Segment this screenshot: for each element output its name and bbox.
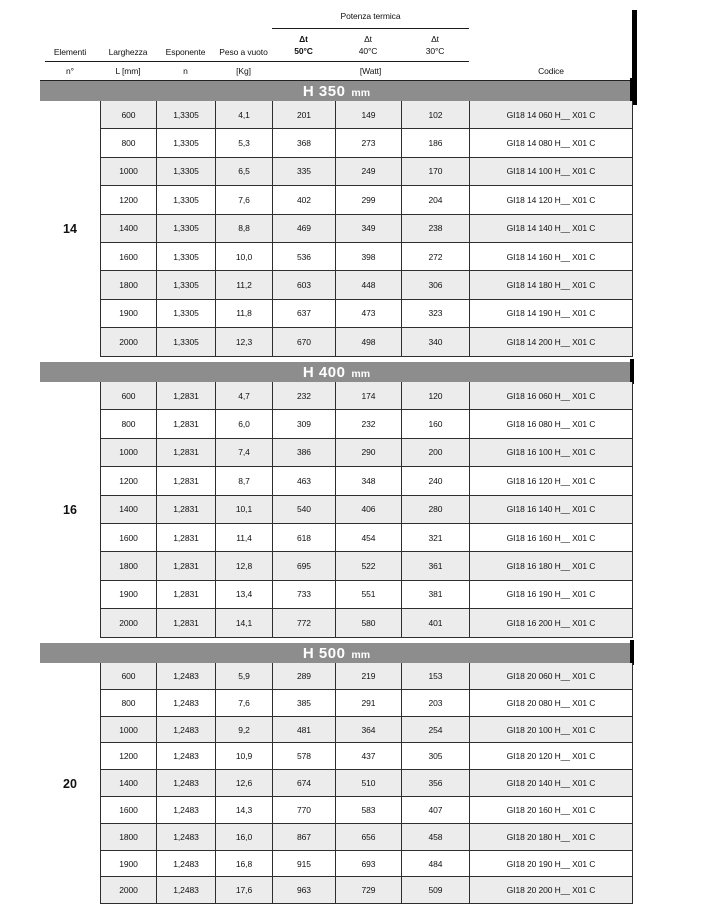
cell-codice: GI18 14 160 H__ X01 C — [469, 243, 633, 270]
cell-dt50: 201 — [272, 101, 335, 128]
cell-esponente: 1,2831 — [156, 552, 215, 579]
table-row — [100, 877, 633, 904]
cell-peso: 8,7 — [215, 467, 272, 494]
section-title: H 350 — [302, 82, 346, 100]
cell-dt40: 232 — [335, 410, 401, 437]
cell-dt40: 273 — [335, 129, 401, 156]
cell-dt50: 915 — [272, 851, 335, 877]
cell-codice: GI18 16 200 H__ X01 C — [469, 609, 633, 636]
section-title: H 500 — [302, 644, 346, 662]
cell-dt50: 733 — [272, 581, 335, 608]
cell-dt40: 473 — [335, 300, 401, 327]
table-row — [100, 552, 633, 580]
cell-dt30: 153 — [401, 663, 469, 689]
column-header-dt30-temp: 30°C — [425, 46, 445, 56]
cell-dt50: 578 — [272, 743, 335, 769]
cell-dt40: 522 — [335, 552, 401, 579]
unit-peso: [Kg] — [236, 66, 251, 76]
table-row — [100, 382, 633, 410]
table-row — [100, 851, 633, 878]
cell-dt40: 580 — [335, 609, 401, 636]
cell-dt30: 160 — [401, 410, 469, 437]
cell-esponente: 1,2483 — [156, 851, 215, 877]
cell-esponente: 1,2483 — [156, 717, 215, 743]
cell-peso: 5,9 — [215, 663, 272, 689]
cell-dt40: 291 — [335, 690, 401, 716]
cell-codice: GI18 20 060 H__ X01 C — [469, 663, 633, 689]
column-header-elementi: Elementi — [53, 47, 87, 57]
cell-peso: 7,6 — [215, 690, 272, 716]
cell-dt50: 867 — [272, 824, 335, 850]
cell-dt30: 186 — [401, 129, 469, 156]
cell-dt50: 618 — [272, 524, 335, 551]
cell-dt40: 406 — [335, 496, 401, 523]
cell-esponente: 1,3305 — [156, 158, 215, 185]
table-row — [100, 824, 633, 851]
section-bar-right-rule — [630, 78, 635, 103]
cell-dt30: 170 — [401, 158, 469, 185]
cell-dt50: 540 — [272, 496, 335, 523]
cell-peso: 10,9 — [215, 743, 272, 769]
cell-dt40: 510 — [335, 770, 401, 796]
cell-larghezza: 1600 — [100, 243, 156, 270]
cell-esponente: 1,2483 — [156, 663, 215, 689]
cell-larghezza: 2000 — [100, 877, 156, 903]
cell-dt40: 149 — [335, 101, 401, 128]
section-bar-right-rule — [630, 640, 635, 665]
cell-larghezza: 1000 — [100, 717, 156, 743]
cell-dt40: 551 — [335, 581, 401, 608]
cell-dt40: 693 — [335, 851, 401, 877]
table-row — [100, 328, 633, 356]
cell-larghezza: 1400 — [100, 770, 156, 796]
cell-larghezza: 800 — [100, 690, 156, 716]
table-row — [100, 410, 633, 438]
cell-peso: 10,0 — [215, 243, 272, 270]
cell-codice: GI18 16 160 H__ X01 C — [469, 524, 633, 551]
header-units-separator-line — [45, 61, 469, 62]
cell-codice: GI18 14 100 H__ X01 C — [469, 158, 633, 185]
section-title: H 400 — [302, 363, 346, 381]
cell-codice: GI18 16 060 H__ X01 C — [469, 382, 633, 409]
cell-larghezza: 600 — [100, 382, 156, 409]
cell-dt50: 232 — [272, 382, 335, 409]
cell-dt40: 398 — [335, 243, 401, 270]
cell-codice: GI18 14 060 H__ X01 C — [469, 101, 633, 128]
cell-dt40: 348 — [335, 467, 401, 494]
cell-dt30: 484 — [401, 851, 469, 877]
cell-dt50: 637 — [272, 300, 335, 327]
section-h-350 — [40, 80, 633, 357]
cell-dt30: 203 — [401, 690, 469, 716]
cell-codice: GI18 16 080 H__ X01 C — [469, 410, 633, 437]
cell-peso: 17,6 — [215, 877, 272, 903]
cell-dt30: 458 — [401, 824, 469, 850]
cell-esponente: 1,2483 — [156, 824, 215, 850]
cell-esponente: 1,2831 — [156, 581, 215, 608]
cell-peso: 9,2 — [215, 717, 272, 743]
cell-dt30: 305 — [401, 743, 469, 769]
cell-dt50: 603 — [272, 271, 335, 298]
section-h-400 — [40, 362, 633, 638]
cell-dt40: 448 — [335, 271, 401, 298]
section-rows — [63, 663, 633, 904]
cell-dt30: 321 — [401, 524, 469, 551]
table-row — [100, 243, 633, 271]
unit-elementi: n° — [66, 66, 74, 76]
cell-dt50: 469 — [272, 215, 335, 242]
cell-dt30: 509 — [401, 877, 469, 903]
cell-esponente: 1,2831 — [156, 467, 215, 494]
cell-dt40: 583 — [335, 797, 401, 823]
table-row — [100, 663, 633, 690]
cell-peso: 8,8 — [215, 215, 272, 242]
cell-larghezza: 2000 — [100, 609, 156, 636]
cell-larghezza: 600 — [100, 663, 156, 689]
cell-dt30: 204 — [401, 186, 469, 213]
section-title-unit: mm — [351, 367, 371, 380]
cell-peso: 5,3 — [215, 129, 272, 156]
table-row — [100, 496, 633, 524]
cell-dt30: 340 — [401, 328, 469, 355]
cell-esponente: 1,2831 — [156, 382, 215, 409]
cell-esponente: 1,3305 — [156, 215, 215, 242]
cell-codice: GI18 20 180 H__ X01 C — [469, 824, 633, 850]
element-count: 16 — [63, 502, 77, 517]
table-header — [40, 5, 633, 80]
section-rows — [63, 101, 633, 357]
cell-esponente: 1,3305 — [156, 186, 215, 213]
radiator-spec-table — [40, 5, 633, 904]
table-row — [100, 129, 633, 157]
cell-larghezza: 1200 — [100, 743, 156, 769]
cell-larghezza: 1600 — [100, 524, 156, 551]
cell-dt50: 674 — [272, 770, 335, 796]
table-row — [100, 467, 633, 495]
cell-esponente: 1,2831 — [156, 609, 215, 636]
cell-dt50: 368 — [272, 129, 335, 156]
cell-dt30: 356 — [401, 770, 469, 796]
cell-dt30: 401 — [401, 609, 469, 636]
cell-esponente: 1,2483 — [156, 743, 215, 769]
section-header-bar — [40, 80, 633, 101]
column-header-dt50-temp: 50°C — [294, 46, 313, 56]
cell-dt40: 364 — [335, 717, 401, 743]
column-header-codice: Codice — [538, 66, 564, 76]
section-bar-right-rule — [630, 359, 635, 384]
section-title-unit: mm — [351, 648, 371, 661]
cell-larghezza: 2000 — [100, 328, 156, 355]
cell-esponente: 1,3305 — [156, 243, 215, 270]
cell-larghezza: 600 — [100, 101, 156, 128]
cell-dt30: 238 — [401, 215, 469, 242]
cell-larghezza: 1800 — [100, 271, 156, 298]
cell-dt50: 335 — [272, 158, 335, 185]
cell-dt50: 463 — [272, 467, 335, 494]
sections — [40, 80, 633, 904]
cell-larghezza: 1400 — [100, 496, 156, 523]
cell-dt50: 670 — [272, 328, 335, 355]
unit-watt: [Watt] — [359, 66, 382, 76]
cell-dt30: 240 — [401, 467, 469, 494]
cell-dt40: 729 — [335, 877, 401, 903]
cell-codice: GI18 14 080 H__ X01 C — [469, 129, 633, 156]
cell-peso: 14,1 — [215, 609, 272, 636]
cell-peso: 12,3 — [215, 328, 272, 355]
table-row — [100, 439, 633, 467]
cell-dt40: 437 — [335, 743, 401, 769]
cell-esponente: 1,2483 — [156, 690, 215, 716]
cell-codice: GI18 20 140 H__ X01 C — [469, 770, 633, 796]
table-row — [100, 797, 633, 824]
cell-esponente: 1,2831 — [156, 524, 215, 551]
cell-peso: 12,8 — [215, 552, 272, 579]
cell-larghezza: 800 — [100, 129, 156, 156]
section-title-unit: mm — [351, 86, 371, 99]
cell-peso: 6,5 — [215, 158, 272, 185]
cell-codice: GI18 16 180 H__ X01 C — [469, 552, 633, 579]
cell-dt30: 323 — [401, 300, 469, 327]
table-row — [100, 717, 633, 744]
table-row — [100, 690, 633, 717]
cell-peso: 7,4 — [215, 439, 272, 466]
cell-larghezza: 800 — [100, 410, 156, 437]
table-row — [100, 101, 633, 129]
cell-dt50: 309 — [272, 410, 335, 437]
cell-codice: GI18 16 120 H__ X01 C — [469, 467, 633, 494]
cell-esponente: 1,2831 — [156, 439, 215, 466]
cell-codice: GI18 20 190 H__ X01 C — [469, 851, 633, 877]
table-row — [100, 609, 633, 637]
cell-esponente: 1,3305 — [156, 101, 215, 128]
cell-esponente: 1,2483 — [156, 770, 215, 796]
cell-dt30: 306 — [401, 271, 469, 298]
column-header-dt30-delta: Δt — [431, 34, 439, 44]
cell-dt30: 200 — [401, 439, 469, 466]
cell-larghezza: 1800 — [100, 824, 156, 850]
cell-esponente: 1,2483 — [156, 797, 215, 823]
cell-larghezza: 1200 — [100, 186, 156, 213]
unit-larghezza: L [mm] — [115, 66, 141, 76]
cell-esponente: 1,3305 — [156, 129, 215, 156]
cell-larghezza: 1000 — [100, 158, 156, 185]
cell-dt50: 385 — [272, 690, 335, 716]
cell-larghezza: 1400 — [100, 215, 156, 242]
column-header-larghezza: Larghezza — [108, 47, 148, 57]
column-header-dt50-delta: Δt — [299, 34, 308, 44]
column-header-dt40-delta: Δt — [364, 34, 372, 44]
table-row — [100, 581, 633, 609]
cell-peso: 12,6 — [215, 770, 272, 796]
table-row — [100, 186, 633, 214]
table-row — [100, 524, 633, 552]
table-row — [100, 158, 633, 186]
cell-peso: 13,4 — [215, 581, 272, 608]
section-header-bar — [40, 643, 633, 663]
cell-esponente: 1,3305 — [156, 271, 215, 298]
cell-esponente: 1,2831 — [156, 496, 215, 523]
cell-peso: 16,8 — [215, 851, 272, 877]
unit-esponente: n — [183, 66, 188, 76]
column-header-peso: Peso a vuoto — [219, 47, 268, 57]
table-row — [100, 743, 633, 770]
cell-dt50: 695 — [272, 552, 335, 579]
cell-esponente: 1,2831 — [156, 410, 215, 437]
element-count: 14 — [63, 221, 77, 236]
cell-dt50: 770 — [272, 797, 335, 823]
table-row — [100, 271, 633, 299]
cell-peso: 10,1 — [215, 496, 272, 523]
cell-codice: GI18 14 120 H__ X01 C — [469, 186, 633, 213]
section-h-500 — [40, 643, 633, 904]
section-header-bar — [40, 362, 633, 382]
cell-dt40: 219 — [335, 663, 401, 689]
cell-dt40: 249 — [335, 158, 401, 185]
cell-dt30: 120 — [401, 382, 469, 409]
cell-codice: GI18 20 200 H__ X01 C — [469, 877, 633, 903]
cell-peso: 4,1 — [215, 101, 272, 128]
cell-peso: 11,8 — [215, 300, 272, 327]
cell-dt40: 349 — [335, 215, 401, 242]
cell-codice: GI18 16 100 H__ X01 C — [469, 439, 633, 466]
cell-codice: GI18 14 190 H__ X01 C — [469, 300, 633, 327]
cell-codice: GI18 16 190 H__ X01 C — [469, 581, 633, 608]
element-count: 20 — [63, 776, 77, 791]
cell-larghezza: 1900 — [100, 851, 156, 877]
cell-codice: GI18 20 160 H__ X01 C — [469, 797, 633, 823]
cell-dt40: 498 — [335, 328, 401, 355]
cell-dt30: 407 — [401, 797, 469, 823]
cell-peso: 7,6 — [215, 186, 272, 213]
table-row — [100, 300, 633, 328]
cell-peso: 6,0 — [215, 410, 272, 437]
cell-dt40: 656 — [335, 824, 401, 850]
cell-codice: GI18 14 180 H__ X01 C — [469, 271, 633, 298]
cell-dt50: 481 — [272, 717, 335, 743]
potenza-termica-group-label: Potenza termica — [340, 11, 401, 21]
column-header-dt40-temp: 40°C — [358, 46, 378, 56]
cell-dt30: 272 — [401, 243, 469, 270]
cell-peso: 11,4 — [215, 524, 272, 551]
cell-peso: 11,2 — [215, 271, 272, 298]
cell-esponente: 1,3305 — [156, 300, 215, 327]
cell-dt50: 963 — [272, 877, 335, 903]
cell-dt50: 402 — [272, 186, 335, 213]
cell-codice: GI18 14 140 H__ X01 C — [469, 215, 633, 242]
cell-dt50: 772 — [272, 609, 335, 636]
cell-esponente: 1,2483 — [156, 877, 215, 903]
cell-dt50: 386 — [272, 439, 335, 466]
cell-peso: 14,3 — [215, 797, 272, 823]
cell-dt30: 381 — [401, 581, 469, 608]
column-header-esponente: Esponente — [165, 47, 206, 57]
cell-dt40: 174 — [335, 382, 401, 409]
table-row — [100, 770, 633, 797]
cell-dt30: 280 — [401, 496, 469, 523]
cell-peso: 16,0 — [215, 824, 272, 850]
cell-esponente: 1,3305 — [156, 328, 215, 355]
cell-dt40: 454 — [335, 524, 401, 551]
cell-larghezza: 1000 — [100, 439, 156, 466]
cell-codice: GI18 14 200 H__ X01 C — [469, 328, 633, 355]
table-row — [100, 215, 633, 243]
cell-dt40: 299 — [335, 186, 401, 213]
cell-larghezza: 1200 — [100, 467, 156, 494]
cell-codice: GI18 20 100 H__ X01 C — [469, 717, 633, 743]
cell-larghezza: 1900 — [100, 581, 156, 608]
section-rows — [63, 382, 633, 638]
cell-dt40: 290 — [335, 439, 401, 466]
cell-codice: GI18 20 080 H__ X01 C — [469, 690, 633, 716]
cell-peso: 4,7 — [215, 382, 272, 409]
cell-larghezza: 1900 — [100, 300, 156, 327]
cell-codice: GI18 16 140 H__ X01 C — [469, 496, 633, 523]
potenza-termica-underline — [272, 28, 469, 29]
cell-codice: GI18 20 120 H__ X01 C — [469, 743, 633, 769]
cell-dt30: 254 — [401, 717, 469, 743]
cell-dt30: 361 — [401, 552, 469, 579]
cell-dt50: 536 — [272, 243, 335, 270]
cell-dt50: 289 — [272, 663, 335, 689]
cell-larghezza: 1600 — [100, 797, 156, 823]
cell-dt30: 102 — [401, 101, 469, 128]
cell-larghezza: 1800 — [100, 552, 156, 579]
